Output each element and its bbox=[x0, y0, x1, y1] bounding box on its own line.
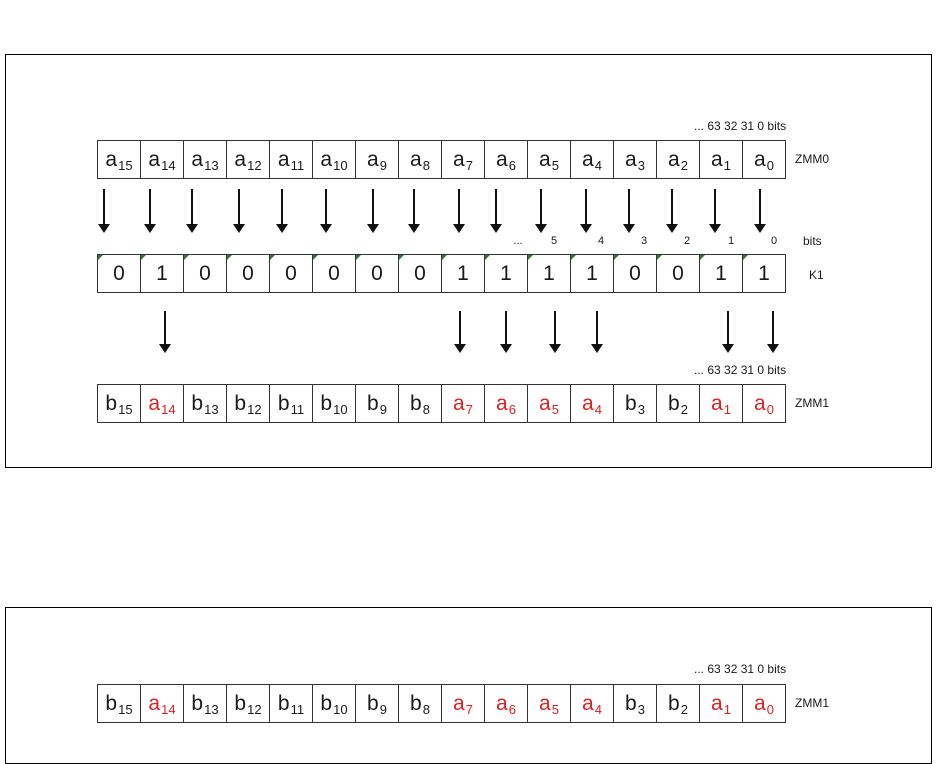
element-letter: b bbox=[191, 691, 204, 715]
element-letter: a bbox=[234, 147, 247, 171]
element-letter: a bbox=[625, 147, 637, 171]
down-arrow-icon bbox=[579, 189, 593, 233]
element-index: 7 bbox=[465, 701, 473, 717]
zmm1-element-label bbox=[711, 392, 731, 416]
final-zmm1-element-label bbox=[625, 692, 645, 716]
element-letter: b bbox=[277, 691, 290, 715]
element-index: 11 bbox=[290, 701, 305, 717]
element-index: 9 bbox=[379, 701, 387, 717]
element-letter: b bbox=[668, 691, 680, 715]
zmm1-cell bbox=[398, 384, 442, 423]
final-zmm1-element-label bbox=[410, 692, 430, 716]
zmm1-element-label bbox=[625, 392, 645, 416]
mask-bit-value: 1 bbox=[758, 261, 770, 285]
mask-bit-number: 2 bbox=[683, 235, 691, 247]
down-arrow-icon bbox=[185, 189, 199, 233]
element-index: 3 bbox=[637, 401, 645, 417]
mask-bit-number: 1 bbox=[727, 235, 735, 247]
element-letter: a bbox=[496, 691, 508, 715]
element-letter: b bbox=[367, 691, 379, 715]
mask-bit-number: 5 bbox=[550, 235, 558, 247]
final-zmm1-element-label bbox=[582, 692, 602, 716]
k1-mask-register bbox=[97, 254, 785, 293]
mask-corner-marker bbox=[442, 255, 447, 260]
mask-bit-number: ... bbox=[513, 235, 523, 247]
mask-corner-marker bbox=[399, 255, 404, 260]
element-letter: a bbox=[582, 691, 594, 715]
final-zmm1-element-label bbox=[320, 692, 347, 716]
result-panel bbox=[5, 607, 932, 764]
zmm1-element-label bbox=[191, 392, 218, 416]
zmm1-label: ZMM1 bbox=[795, 396, 829, 410]
mask-corner-marker bbox=[485, 255, 490, 260]
element-letter: b bbox=[625, 391, 637, 415]
final-zmm1-cell bbox=[140, 684, 184, 723]
final-zmm1-cell bbox=[699, 684, 743, 723]
mask-bit-cell bbox=[656, 254, 700, 293]
final-zmm1-cell bbox=[355, 684, 399, 723]
zmm0-element-label bbox=[539, 148, 559, 172]
zmm1-cell bbox=[312, 384, 356, 423]
down-arrow-icon bbox=[766, 311, 780, 353]
element-letter: b bbox=[410, 691, 422, 715]
final-zmm1-label: ZMM1 bbox=[795, 696, 829, 710]
mask-corner-marker bbox=[313, 255, 318, 260]
zmm0-element-label bbox=[668, 148, 688, 172]
zmm1-cell bbox=[699, 384, 743, 423]
element-index: 12 bbox=[247, 157, 262, 173]
element-index: 14 bbox=[161, 401, 176, 417]
mask-bit-cell bbox=[312, 254, 356, 293]
mask-bit-value: 1 bbox=[156, 261, 168, 285]
zmm1-element-label bbox=[453, 392, 473, 416]
element-letter: a bbox=[277, 147, 290, 171]
mask-bits-word: bits bbox=[803, 234, 822, 248]
element-letter: a bbox=[711, 391, 723, 415]
element-index: 4 bbox=[594, 401, 602, 417]
element-index: 7 bbox=[465, 157, 473, 173]
element-index: 5 bbox=[551, 701, 559, 717]
zmm0-element-label bbox=[410, 148, 430, 172]
element-letter: b bbox=[668, 391, 680, 415]
element-letter: a bbox=[711, 691, 723, 715]
zmm0-cell bbox=[97, 140, 141, 179]
element-letter: a bbox=[754, 147, 766, 171]
zmm0-cell bbox=[312, 140, 356, 179]
zmm0-cell bbox=[355, 140, 399, 179]
down-arrow-icon bbox=[753, 189, 767, 233]
mask-bit-cell bbox=[398, 254, 442, 293]
zmm1-cell bbox=[484, 384, 528, 423]
zmm0-cell bbox=[527, 140, 571, 179]
down-arrow-icon bbox=[489, 189, 503, 233]
zmm1-element-label bbox=[320, 392, 347, 416]
element-letter: a bbox=[148, 391, 161, 415]
mask-bit-number: 3 bbox=[640, 235, 648, 247]
final-zmm1-cell bbox=[656, 684, 700, 723]
final-zmm1-cell bbox=[269, 684, 313, 723]
mask-corner-marker bbox=[184, 255, 189, 260]
element-letter: b bbox=[234, 391, 247, 415]
down-arrow-icon bbox=[366, 189, 380, 233]
zmm1-element-label bbox=[668, 392, 688, 416]
down-arrow-icon bbox=[548, 311, 562, 353]
mask-bit-cell bbox=[742, 254, 786, 293]
mask-corner-marker bbox=[528, 255, 533, 260]
element-letter: a bbox=[582, 391, 594, 415]
element-index: 1 bbox=[723, 701, 731, 717]
final-zmm1-cell bbox=[613, 684, 657, 723]
down-arrow-icon bbox=[319, 189, 333, 233]
final-zmm1-element-label bbox=[668, 692, 688, 716]
zmm0-cell bbox=[183, 140, 227, 179]
zmm1-element-label bbox=[582, 392, 602, 416]
final-zmm1-element-label bbox=[148, 692, 175, 716]
mask-corner-marker bbox=[571, 255, 576, 260]
zmm0-element-label bbox=[496, 148, 516, 172]
mask-bit-cell bbox=[183, 254, 227, 293]
mask-bit-value: 0 bbox=[242, 261, 254, 285]
zmm0-cell bbox=[269, 140, 313, 179]
mask-corner-marker bbox=[270, 255, 275, 260]
down-arrow-icon bbox=[407, 189, 421, 233]
mask-bit-value: 1 bbox=[543, 261, 555, 285]
element-index: 4 bbox=[594, 701, 602, 717]
element-letter: a bbox=[539, 391, 551, 415]
final-zmm1-element-label bbox=[754, 692, 774, 716]
element-index: 15 bbox=[118, 701, 133, 717]
zmm1-cell bbox=[355, 384, 399, 423]
final-zmm1-cell bbox=[484, 684, 528, 723]
element-index: 6 bbox=[508, 157, 516, 173]
final-zmm1-element-label bbox=[105, 692, 132, 716]
zmm0-cell bbox=[140, 140, 184, 179]
zmm0-cell bbox=[699, 140, 743, 179]
zmm1-element-label bbox=[496, 392, 516, 416]
mask-bit-cell bbox=[140, 254, 184, 293]
zmm1-cell bbox=[97, 384, 141, 423]
element-letter: b bbox=[105, 391, 118, 415]
zmm0-cell bbox=[484, 140, 528, 179]
element-letter: a bbox=[453, 691, 465, 715]
mask-bit-value: 1 bbox=[715, 261, 727, 285]
element-index: 11 bbox=[290, 401, 305, 417]
zmm0-label: ZMM0 bbox=[795, 152, 829, 166]
zmm1-cell bbox=[742, 384, 786, 423]
k1-label: K1 bbox=[809, 268, 824, 282]
down-arrow-icon bbox=[453, 311, 467, 353]
zmm1-element-label bbox=[410, 392, 430, 416]
zmm0-cell bbox=[656, 140, 700, 179]
element-index: 6 bbox=[508, 401, 516, 417]
mask-corner-marker bbox=[356, 255, 361, 260]
zmm1-cell bbox=[441, 384, 485, 423]
zmm1-cell bbox=[570, 384, 614, 423]
zmm0-cell bbox=[570, 140, 614, 179]
element-index: 10 bbox=[333, 401, 348, 417]
element-letter: a bbox=[668, 147, 680, 171]
element-letter: b bbox=[191, 391, 204, 415]
element-index: 13 bbox=[204, 401, 219, 417]
final-zmm1-bits-caption: ... 63 32 31 0 bits bbox=[694, 662, 787, 676]
mask-bit-cell bbox=[97, 254, 141, 293]
element-index: 8 bbox=[422, 401, 430, 417]
zmm0-element-label bbox=[367, 148, 387, 172]
element-letter: b bbox=[367, 391, 379, 415]
final-zmm1-element-label bbox=[278, 692, 304, 716]
mask-bit-number: 4 bbox=[597, 235, 605, 247]
zmm1-register bbox=[97, 384, 785, 423]
mask-bit-cell bbox=[613, 254, 657, 293]
element-index: 12 bbox=[247, 701, 262, 717]
final-zmm1-element-label bbox=[539, 692, 559, 716]
zmm0-bits-caption: ... 63 32 31 0 bits bbox=[694, 119, 787, 133]
element-letter: a bbox=[496, 147, 508, 171]
down-arrow-icon bbox=[665, 189, 679, 233]
zmm0-element-label bbox=[105, 148, 132, 172]
element-index: 13 bbox=[204, 157, 219, 173]
element-index: 8 bbox=[422, 701, 430, 717]
element-index: 0 bbox=[766, 157, 774, 173]
zmm0-element-label bbox=[582, 148, 602, 172]
element-letter: a bbox=[711, 147, 723, 171]
mask-bit-value: 0 bbox=[328, 261, 340, 285]
final-zmm1-cell bbox=[398, 684, 442, 723]
element-letter: a bbox=[148, 147, 161, 171]
final-zmm1-element-label bbox=[496, 692, 516, 716]
mask-corner-marker bbox=[657, 255, 662, 260]
element-letter: a bbox=[539, 147, 551, 171]
down-arrow-icon bbox=[708, 189, 722, 233]
zmm0-element-label bbox=[191, 148, 218, 172]
mask-bit-value: 1 bbox=[586, 261, 598, 285]
element-index: 5 bbox=[551, 401, 559, 417]
zmm1-element-label bbox=[105, 392, 132, 416]
zmm1-cell bbox=[140, 384, 184, 423]
zmm1-element-label bbox=[278, 392, 304, 416]
mask-bit-cell bbox=[355, 254, 399, 293]
mask-bit-value: 1 bbox=[457, 261, 469, 285]
zmm0-element-label bbox=[148, 148, 175, 172]
zmm1-cell bbox=[226, 384, 270, 423]
element-letter: b bbox=[625, 691, 637, 715]
zmm1-cell bbox=[183, 384, 227, 423]
mask-corner-marker bbox=[141, 255, 146, 260]
zmm0-element-label bbox=[453, 148, 473, 172]
element-letter: b bbox=[277, 391, 290, 415]
element-index: 6 bbox=[508, 701, 516, 717]
zmm0-element-label bbox=[711, 148, 731, 172]
zmm1-cell bbox=[613, 384, 657, 423]
mask-bit-value: 0 bbox=[371, 261, 383, 285]
mask-bit-value: 1 bbox=[500, 261, 512, 285]
zmm1-element-label bbox=[367, 392, 387, 416]
final-zmm1-cell bbox=[742, 684, 786, 723]
mask-bit-cell bbox=[699, 254, 743, 293]
zmm0-cell bbox=[398, 140, 442, 179]
final-zmm1-cell bbox=[97, 684, 141, 723]
mask-corner-marker bbox=[700, 255, 705, 260]
zmm0-element-label bbox=[234, 148, 261, 172]
element-index: 9 bbox=[379, 401, 387, 417]
element-letter: a bbox=[453, 147, 465, 171]
element-letter: b bbox=[320, 691, 333, 715]
element-letter: a bbox=[148, 691, 161, 715]
final-zmm1-cell bbox=[312, 684, 356, 723]
mask-bit-cell bbox=[441, 254, 485, 293]
mask-corner-marker bbox=[98, 255, 103, 260]
element-letter: a bbox=[191, 147, 204, 171]
element-index: 14 bbox=[161, 701, 176, 717]
mask-bit-value: 0 bbox=[285, 261, 297, 285]
down-arrow-icon bbox=[622, 189, 636, 233]
element-letter: b bbox=[320, 391, 333, 415]
mask-bit-value: 0 bbox=[629, 261, 641, 285]
mask-bit-value: 0 bbox=[113, 261, 125, 285]
down-arrow-icon bbox=[97, 189, 111, 233]
element-index: 3 bbox=[637, 701, 645, 717]
element-index: 7 bbox=[465, 401, 473, 417]
zmm1-cell bbox=[527, 384, 571, 423]
zmm1-bits-caption: ... 63 32 31 0 bits bbox=[694, 363, 787, 377]
final-zmm1-element-label bbox=[234, 692, 261, 716]
element-letter: a bbox=[539, 691, 551, 715]
element-index: 13 bbox=[204, 701, 219, 717]
element-index: 4 bbox=[594, 157, 602, 173]
mask-bit-value: 0 bbox=[414, 261, 426, 285]
element-letter: a bbox=[410, 147, 422, 171]
down-arrow-icon bbox=[590, 311, 604, 353]
final-zmm1-element-label bbox=[191, 692, 218, 716]
down-arrow-icon bbox=[275, 189, 289, 233]
element-index: 15 bbox=[118, 157, 133, 173]
element-index: 1 bbox=[723, 157, 731, 173]
element-index: 5 bbox=[551, 157, 559, 173]
final-zmm1-register bbox=[97, 684, 785, 723]
zmm1-element-label bbox=[539, 392, 559, 416]
element-index: 0 bbox=[766, 401, 774, 417]
element-index: 12 bbox=[247, 401, 262, 417]
final-zmm1-element-label bbox=[711, 692, 731, 716]
final-zmm1-cell bbox=[527, 684, 571, 723]
down-arrow-icon bbox=[452, 189, 466, 233]
element-letter: a bbox=[496, 391, 508, 415]
zmm0-cell bbox=[441, 140, 485, 179]
mask-bit-value: 0 bbox=[672, 261, 684, 285]
element-letter: b bbox=[410, 391, 422, 415]
element-letter: b bbox=[234, 691, 247, 715]
zmm0-cell bbox=[742, 140, 786, 179]
element-index: 1 bbox=[723, 401, 731, 417]
mask-bit-cell bbox=[527, 254, 571, 293]
element-letter: b bbox=[105, 691, 118, 715]
element-index: 8 bbox=[422, 157, 430, 173]
final-zmm1-cell bbox=[183, 684, 227, 723]
element-letter: a bbox=[105, 147, 118, 171]
element-index: 9 bbox=[379, 157, 387, 173]
final-zmm1-cell bbox=[441, 684, 485, 723]
down-arrow-icon bbox=[534, 189, 548, 233]
zmm0-cell bbox=[613, 140, 657, 179]
down-arrow-icon bbox=[499, 311, 513, 353]
mask-bit-number: 0 bbox=[770, 235, 778, 247]
zmm1-element-label bbox=[234, 392, 261, 416]
element-index: 2 bbox=[680, 401, 688, 417]
masked-move-panel bbox=[5, 54, 932, 468]
zmm0-element-label bbox=[320, 148, 347, 172]
element-index: 10 bbox=[333, 701, 348, 717]
down-arrow-icon bbox=[232, 189, 246, 233]
mask-bit-cell bbox=[226, 254, 270, 293]
down-arrow-icon bbox=[143, 189, 157, 233]
element-letter: a bbox=[754, 391, 766, 415]
element-index: 15 bbox=[118, 401, 133, 417]
element-index: 14 bbox=[161, 157, 176, 173]
zmm1-element-label bbox=[754, 392, 774, 416]
element-index: 0 bbox=[766, 701, 774, 717]
element-letter: a bbox=[582, 147, 594, 171]
down-arrow-icon bbox=[158, 311, 172, 353]
down-arrow-icon bbox=[721, 311, 735, 353]
mask-corner-marker bbox=[227, 255, 232, 260]
mask-corner-marker bbox=[743, 255, 748, 260]
mask-bit-cell bbox=[484, 254, 528, 293]
zmm1-cell bbox=[656, 384, 700, 423]
element-letter: a bbox=[754, 691, 766, 715]
zmm0-element-label bbox=[625, 148, 645, 172]
zmm1-element-label bbox=[148, 392, 175, 416]
final-zmm1-element-label bbox=[367, 692, 387, 716]
final-zmm1-element-label bbox=[453, 692, 473, 716]
element-letter: a bbox=[320, 147, 333, 171]
mask-bit-cell bbox=[269, 254, 313, 293]
element-letter: a bbox=[367, 147, 379, 171]
mask-corner-marker bbox=[614, 255, 619, 260]
element-index: 2 bbox=[680, 701, 688, 717]
element-index: 3 bbox=[637, 157, 645, 173]
element-index: 10 bbox=[333, 157, 348, 173]
zmm1-cell bbox=[269, 384, 313, 423]
final-zmm1-cell bbox=[570, 684, 614, 723]
zmm0-element-label bbox=[278, 148, 304, 172]
final-zmm1-cell bbox=[226, 684, 270, 723]
zmm0-register bbox=[97, 140, 785, 179]
zmm0-element-label bbox=[754, 148, 774, 172]
mask-bit-value: 0 bbox=[199, 261, 211, 285]
element-letter: a bbox=[453, 391, 465, 415]
mask-bit-cell bbox=[570, 254, 614, 293]
element-index: 2 bbox=[680, 157, 688, 173]
zmm0-cell bbox=[226, 140, 270, 179]
element-index: 11 bbox=[290, 157, 305, 173]
